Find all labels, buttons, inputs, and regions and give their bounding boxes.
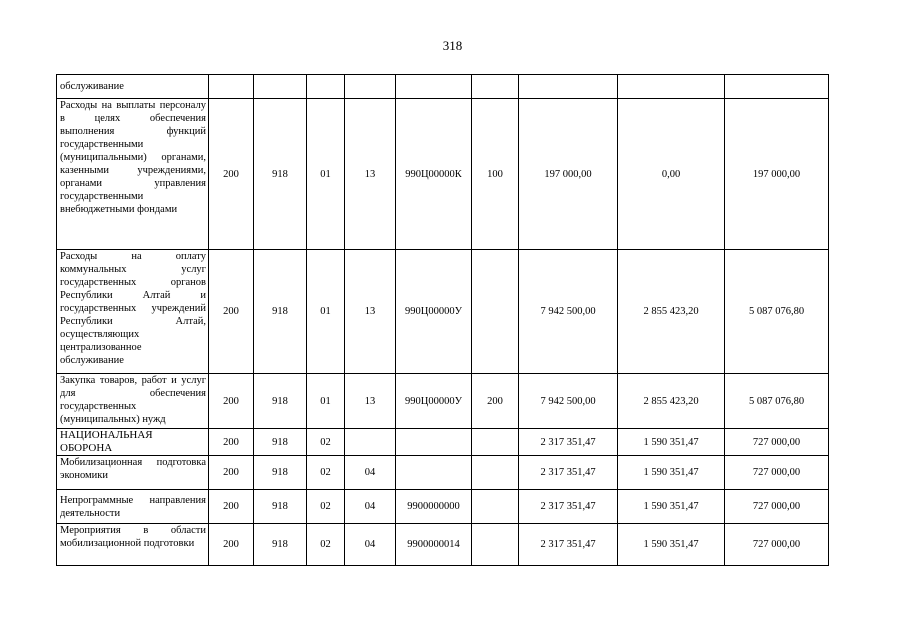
cell-expense xyxy=(472,456,519,490)
cell-change: 1 590 351,47 xyxy=(618,429,725,456)
table-row xyxy=(57,250,829,374)
cell-section: 02 xyxy=(307,456,345,490)
cell-plan: 7 942 500,00 xyxy=(519,374,618,429)
cell-plan: 197 000,00 xyxy=(519,99,618,250)
row-name: обслуживание xyxy=(57,75,209,99)
table-row xyxy=(57,456,829,490)
cell-ministry: 918 xyxy=(254,490,307,524)
cell-change: 2 855 423,20 xyxy=(618,374,725,429)
cell-admin: 200 xyxy=(209,490,254,524)
cell-section: 02 xyxy=(307,490,345,524)
cell-subsection: 13 xyxy=(345,250,396,374)
table-row xyxy=(57,75,829,99)
row-name: Закупка товаров, работ и услуг для обеспечения государственных (муниципальных) нужд xyxy=(57,374,209,429)
cell-section: 01 xyxy=(307,374,345,429)
cell-subsection xyxy=(345,75,396,99)
row-name: Расходы на выплаты персоналу в целях обеспечения выполнения функций государственными (муниципальными) органами, казенными учреждениями, органами управления государственными внебюджетными фондами xyxy=(57,99,209,250)
cell-subsection xyxy=(345,429,396,456)
cell-ministry: 918 xyxy=(254,250,307,374)
cell-total: 727 000,00 xyxy=(725,490,829,524)
cell-expense xyxy=(472,75,519,99)
cell-expense: 100 xyxy=(472,99,519,250)
cell-target: 990Ц00000У xyxy=(396,374,472,429)
cell-expense: 200 xyxy=(472,374,519,429)
cell-change: 1 590 351,47 xyxy=(618,456,725,490)
cell-change xyxy=(618,75,725,99)
cell-target xyxy=(396,75,472,99)
cell-admin: 200 xyxy=(209,524,254,566)
cell-plan: 2 317 351,47 xyxy=(519,456,618,490)
cell-ministry xyxy=(254,75,307,99)
cell-plan: 2 317 351,47 xyxy=(519,490,618,524)
cell-ministry: 918 xyxy=(254,524,307,566)
cell-admin: 200 xyxy=(209,429,254,456)
table-row xyxy=(57,490,829,524)
cell-total: 727 000,00 xyxy=(725,456,829,490)
cell-subsection: 04 xyxy=(345,456,396,490)
table-row xyxy=(57,429,829,456)
cell-total: 727 000,00 xyxy=(725,524,829,566)
cell-admin: 200 xyxy=(209,456,254,490)
budget-table xyxy=(56,74,829,566)
cell-ministry: 918 xyxy=(254,99,307,250)
cell-total: 5 087 076,80 xyxy=(725,250,829,374)
cell-target: 9900000014 xyxy=(396,524,472,566)
cell-change: 1 590 351,47 xyxy=(618,490,725,524)
row-name: Непрограммные направления деятельности xyxy=(57,490,209,524)
row-name: Мобилизационная подготовка экономики xyxy=(57,456,209,490)
cell-total: 727 000,00 xyxy=(725,429,829,456)
row-name: НАЦИОНАЛЬНАЯ ОБОРОНА xyxy=(57,429,209,456)
table-row xyxy=(57,524,829,566)
cell-plan: 2 317 351,47 xyxy=(519,524,618,566)
cell-target: 990Ц00000К xyxy=(396,99,472,250)
cell-plan xyxy=(519,75,618,99)
cell-total: 197 000,00 xyxy=(725,99,829,250)
cell-section: 02 xyxy=(307,524,345,566)
cell-admin xyxy=(209,75,254,99)
table-row xyxy=(57,374,829,429)
cell-section: 01 xyxy=(307,99,345,250)
cell-target: 9900000000 xyxy=(396,490,472,524)
cell-expense xyxy=(472,524,519,566)
cell-subsection: 04 xyxy=(345,490,396,524)
table-row xyxy=(57,99,829,250)
cell-ministry: 918 xyxy=(254,374,307,429)
cell-admin: 200 xyxy=(209,374,254,429)
cell-expense xyxy=(472,429,519,456)
cell-target xyxy=(396,429,472,456)
cell-total: 5 087 076,80 xyxy=(725,374,829,429)
cell-expense xyxy=(472,490,519,524)
cell-ministry: 918 xyxy=(254,456,307,490)
cell-subsection: 04 xyxy=(345,524,396,566)
cell-expense xyxy=(472,250,519,374)
cell-ministry: 918 xyxy=(254,429,307,456)
cell-target: 990Ц00000У xyxy=(396,250,472,374)
cell-change: 0,00 xyxy=(618,99,725,250)
cell-subsection: 13 xyxy=(345,374,396,429)
row-name: Мероприятия в области мобилизационной подготовки xyxy=(57,524,209,566)
cell-admin: 200 xyxy=(209,99,254,250)
cell-change: 1 590 351,47 xyxy=(618,524,725,566)
cell-section: 02 xyxy=(307,429,345,456)
cell-section: 01 xyxy=(307,250,345,374)
cell-subsection: 13 xyxy=(345,99,396,250)
cell-plan: 2 317 351,47 xyxy=(519,429,618,456)
page-number: 318 xyxy=(442,38,463,53)
cell-change: 2 855 423,20 xyxy=(618,250,725,374)
row-name: Расходы на оплату коммунальных услуг государственных органов Республики Алтай и государственных учреждений Республики Алтай, осуществляющих централизованное обслуживание xyxy=(57,250,209,374)
cell-target xyxy=(396,456,472,490)
cell-admin: 200 xyxy=(209,250,254,374)
cell-plan: 7 942 500,00 xyxy=(519,250,618,374)
cell-section xyxy=(307,75,345,99)
cell-total xyxy=(725,75,829,99)
